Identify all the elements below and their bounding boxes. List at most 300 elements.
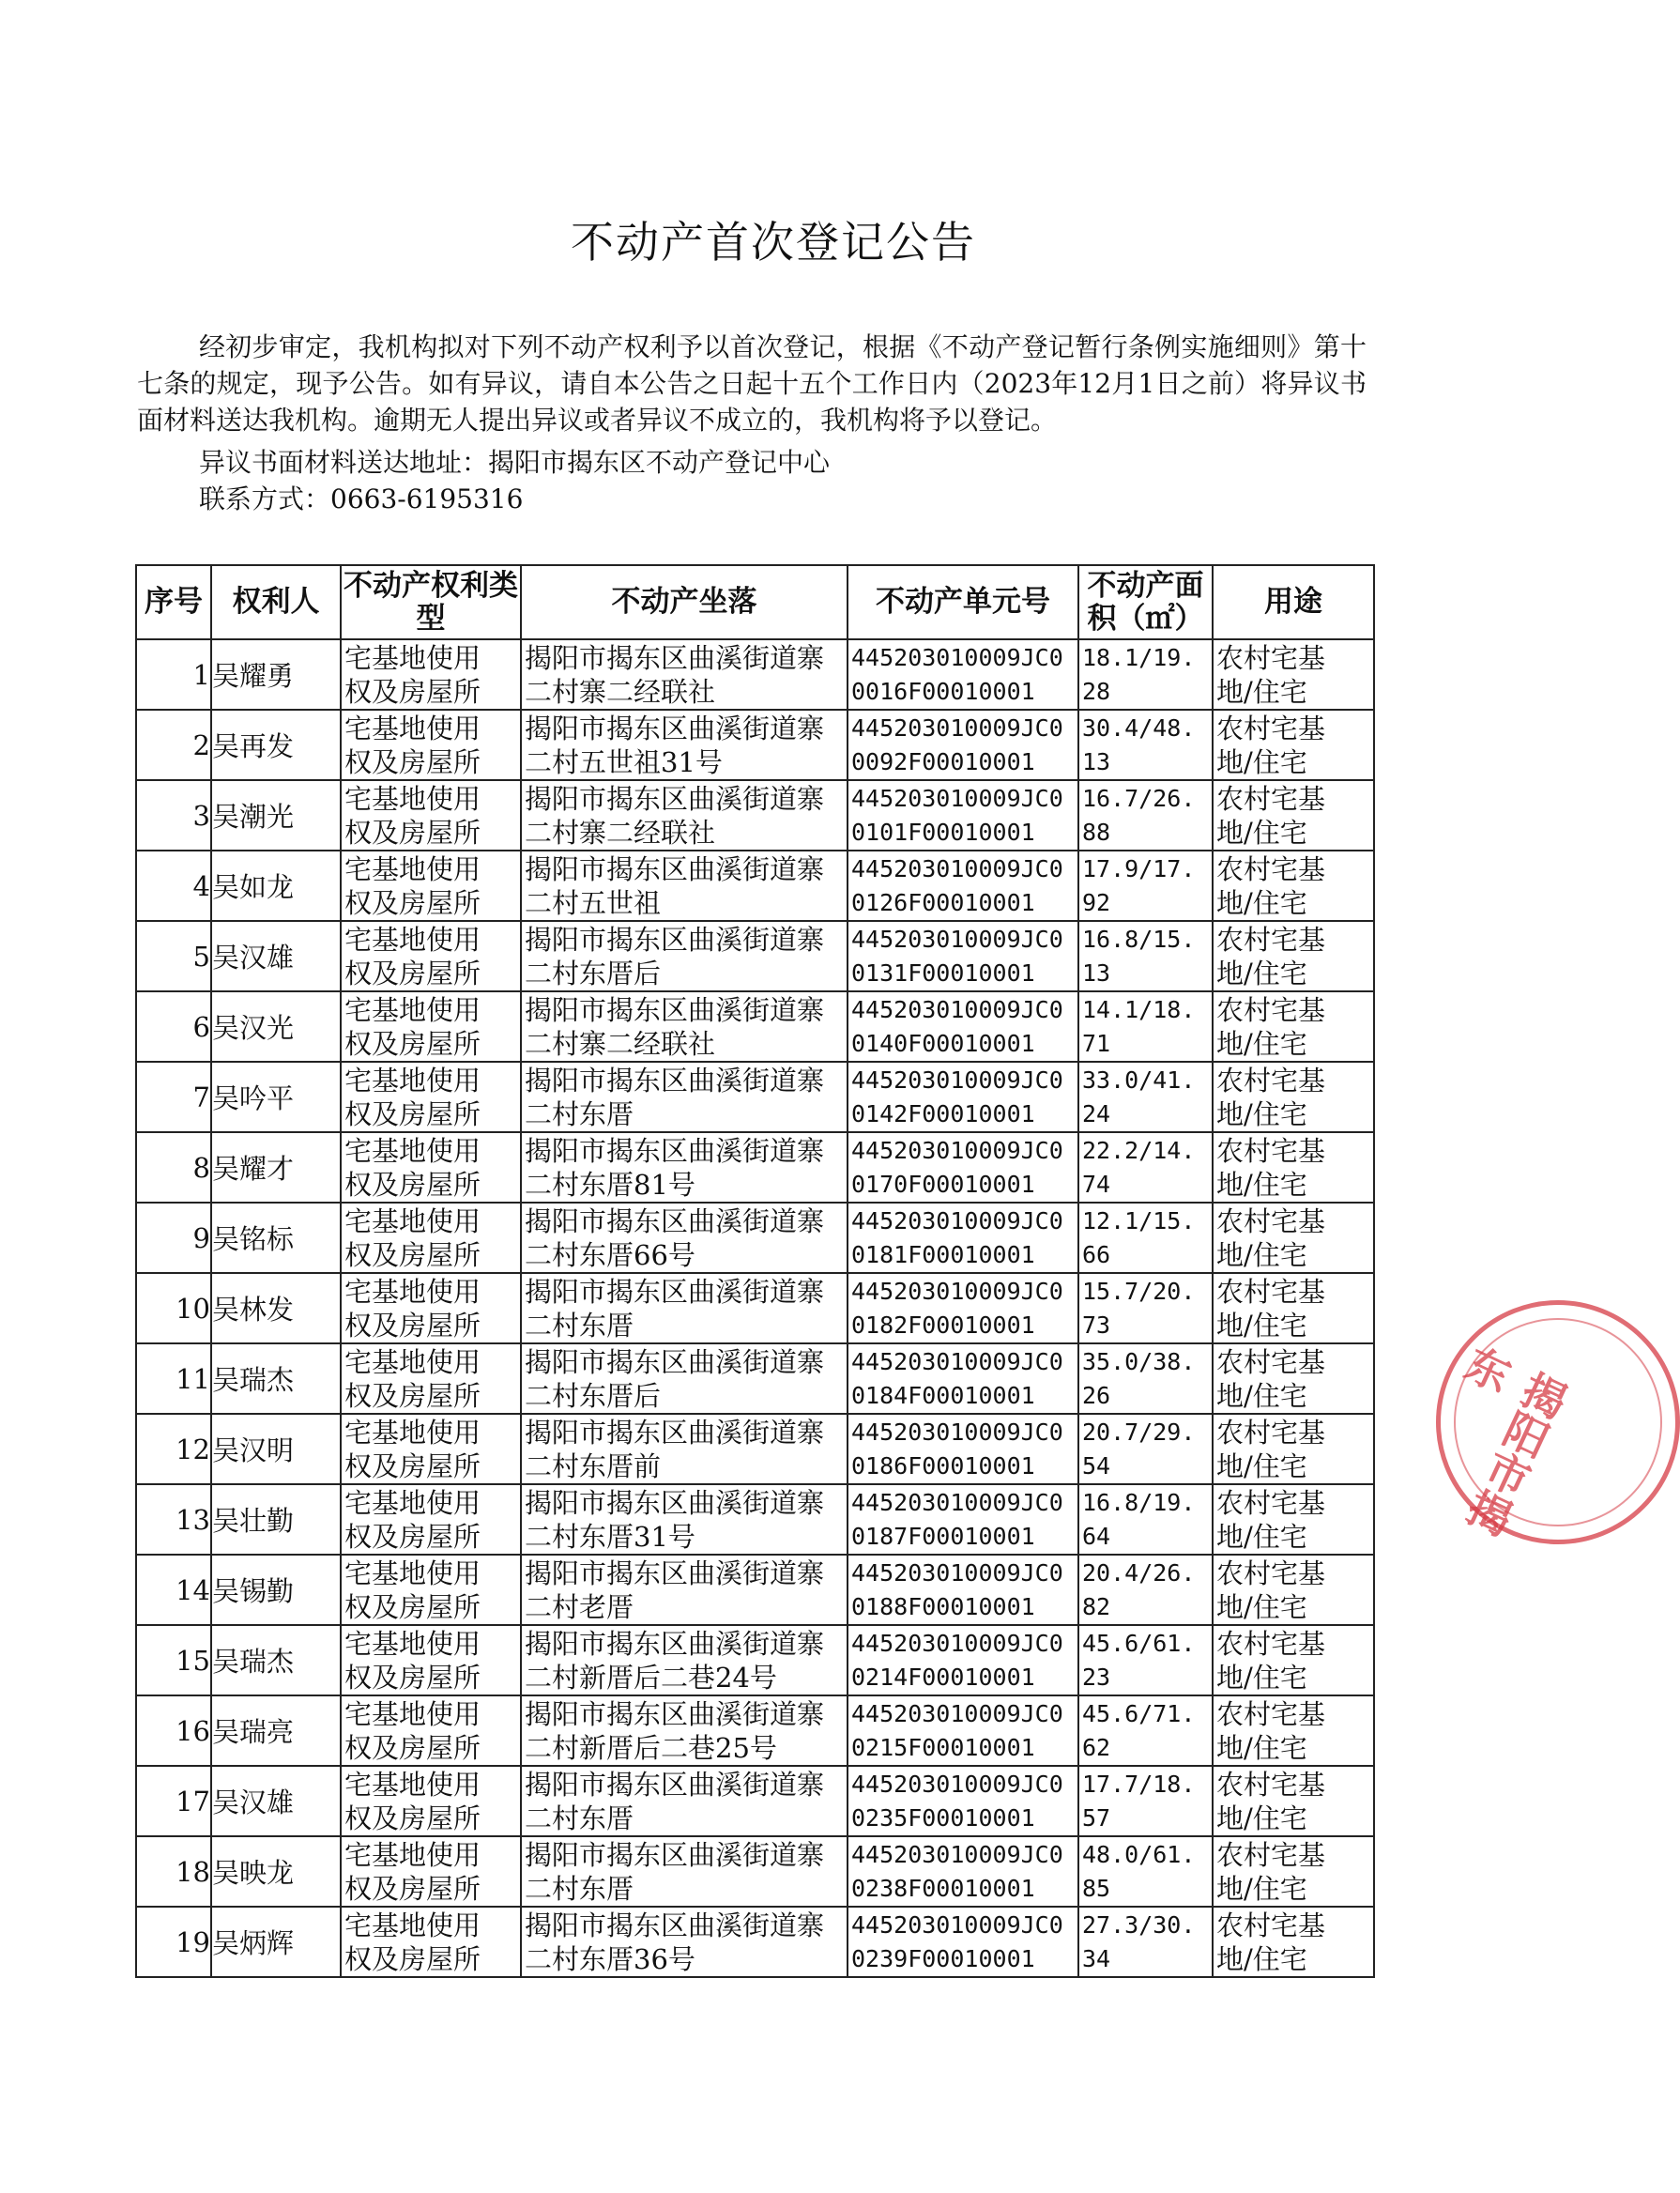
unit-number-line-2: 0170F00010001 xyxy=(851,1170,1035,1198)
table-row xyxy=(136,639,1374,710)
cell-seq xyxy=(136,1766,211,1836)
location-line-2: 二村东厝31号 xyxy=(525,1520,695,1553)
header-owner: 权利人 xyxy=(211,565,341,639)
cell-right-type xyxy=(341,1836,521,1907)
cell-owner xyxy=(211,710,341,780)
area-line-2: 28 xyxy=(1082,677,1111,705)
right-type-line-2: 权及房屋所 xyxy=(344,957,481,989)
cell-seq xyxy=(136,639,211,710)
right-type-line-1: 宅基地使用 xyxy=(344,782,481,815)
cell-unit-number xyxy=(848,1907,1078,1977)
cell-location xyxy=(521,1836,848,1907)
cell-location xyxy=(521,1414,848,1484)
cell-right-type xyxy=(341,851,521,921)
cell-unit-number xyxy=(848,1343,1078,1414)
unit-number-line-2: 0126F00010001 xyxy=(851,888,1035,916)
unit-number-line-2: 0142F00010001 xyxy=(851,1099,1035,1127)
cell-owner xyxy=(211,1836,341,1907)
right-type-line-2: 权及房屋所 xyxy=(344,1802,481,1834)
use-line-2: 地/住宅 xyxy=(1216,1802,1307,1834)
cell-owner xyxy=(211,1695,341,1766)
unit-number-line-2: 0184F00010001 xyxy=(851,1381,1035,1409)
table-row xyxy=(136,991,1374,1062)
location-line-2: 二村东厝后 xyxy=(525,957,662,989)
seq-number: 19 xyxy=(176,1925,210,1958)
cell-use xyxy=(1213,710,1374,780)
use-line-2: 地/住宅 xyxy=(1216,957,1307,989)
cell-seq xyxy=(136,1555,211,1625)
owner-name: 吴如龙 xyxy=(212,871,295,903)
seq-number: 7 xyxy=(192,1081,210,1113)
location-line-1: 揭阳市揭东区曲溪街道寨 xyxy=(525,1486,825,1519)
cell-right-type xyxy=(341,780,521,851)
seq-number: 10 xyxy=(176,1292,210,1325)
use-line-2: 地/住宅 xyxy=(1216,1872,1307,1905)
cell-use xyxy=(1213,991,1374,1062)
cell-area xyxy=(1078,1343,1213,1414)
cell-area xyxy=(1078,710,1213,780)
cell-location xyxy=(521,1695,848,1766)
owner-name: 吴瑞杰 xyxy=(212,1646,295,1678)
area-line-1: 18.1/19. xyxy=(1082,643,1196,671)
right-type-line-2: 权及房屋所 xyxy=(344,1027,481,1060)
cell-use xyxy=(1213,1907,1374,1977)
seq-number: 13 xyxy=(176,1503,210,1536)
unit-number-line-1: 445203010009JC0 xyxy=(851,854,1063,882)
location-line-2: 二村寨二经联社 xyxy=(525,1027,716,1060)
table-row xyxy=(136,851,1374,921)
unit-number-line-2: 0188F00010001 xyxy=(851,1592,1035,1620)
cell-unit-number xyxy=(848,851,1078,921)
location-line-2: 二村东厝 xyxy=(525,1802,634,1834)
area-line-1: 20.4/26. xyxy=(1082,1558,1196,1587)
cell-area xyxy=(1078,851,1213,921)
cell-unit-number xyxy=(848,710,1078,780)
cell-seq xyxy=(136,1132,211,1203)
cell-seq xyxy=(136,780,211,851)
cell-unit-number xyxy=(848,1766,1078,1836)
use-line-1: 农村宅基 xyxy=(1216,993,1326,1026)
cell-owner xyxy=(211,851,341,921)
area-line-2: 24 xyxy=(1082,1099,1111,1127)
cell-unit-number xyxy=(848,1836,1078,1907)
contact-info: 联系方式：0663-6195316 xyxy=(199,483,524,514)
right-type-line-1: 宅基地使用 xyxy=(344,1416,481,1449)
page-title: 不动产首次登记公告 xyxy=(571,217,976,268)
location-line-2: 二村东厝前 xyxy=(525,1449,662,1482)
seq-number: 17 xyxy=(176,1785,210,1817)
unit-number-line-2: 0238F00010001 xyxy=(851,1874,1035,1902)
cell-seq xyxy=(136,921,211,991)
cell-right-type xyxy=(341,1203,521,1273)
use-line-1: 农村宅基 xyxy=(1216,712,1326,744)
cell-use xyxy=(1213,1836,1374,1907)
cell-location xyxy=(521,1203,848,1273)
table-row xyxy=(136,1414,1374,1484)
cell-seq xyxy=(136,851,211,921)
right-type-line-1: 宅基地使用 xyxy=(344,1134,481,1167)
cell-owner xyxy=(211,1273,341,1343)
cell-seq xyxy=(136,1695,211,1766)
location-line-1: 揭阳市揭东区曲溪街道寨 xyxy=(525,1557,825,1589)
use-line-1: 农村宅基 xyxy=(1216,1204,1326,1237)
area-line-2: 74 xyxy=(1082,1170,1111,1198)
unit-number-line-2: 0186F00010001 xyxy=(851,1451,1035,1480)
header-use: 用途 xyxy=(1213,565,1374,639)
unit-number-line-2: 0092F00010001 xyxy=(851,747,1035,775)
cell-unit-number xyxy=(848,1484,1078,1555)
location-line-1: 揭阳市揭东区曲溪街道寨 xyxy=(525,923,825,956)
cell-unit-number xyxy=(848,1273,1078,1343)
cell-unit-number xyxy=(848,1555,1078,1625)
cell-owner xyxy=(211,780,341,851)
location-line-2: 二村东厝81号 xyxy=(525,1168,695,1201)
unit-number-line-2: 0235F00010001 xyxy=(851,1803,1035,1832)
cell-use xyxy=(1213,851,1374,921)
use-line-2: 地/住宅 xyxy=(1216,745,1307,778)
right-type-line-2: 权及房屋所 xyxy=(344,816,481,849)
area-line-2: 62 xyxy=(1082,1733,1111,1761)
cell-location xyxy=(521,1907,848,1977)
table-row xyxy=(136,1132,1374,1203)
unit-number-line-1: 445203010009JC0 xyxy=(851,1910,1063,1939)
location-line-2: 二村寨二经联社 xyxy=(525,816,716,849)
registration-table xyxy=(135,564,1375,1978)
cell-owner xyxy=(211,1484,341,1555)
location-line-1: 揭阳市揭东区曲溪街道寨 xyxy=(525,1204,825,1237)
cell-area xyxy=(1078,1484,1213,1555)
owner-name: 吴锡勤 xyxy=(212,1575,295,1607)
cell-use xyxy=(1213,1132,1374,1203)
cell-use xyxy=(1213,1695,1374,1766)
use-line-1: 农村宅基 xyxy=(1216,1486,1326,1519)
location-line-2: 二村新厝后二巷24号 xyxy=(525,1661,777,1694)
table-row xyxy=(136,1625,1374,1695)
seq-number: 11 xyxy=(176,1362,210,1395)
area-line-2: 66 xyxy=(1082,1240,1111,1268)
right-type-line-1: 宅基地使用 xyxy=(344,1486,481,1519)
use-line-1: 农村宅基 xyxy=(1216,1134,1326,1167)
header-location: 不动产坐落 xyxy=(521,565,848,639)
cell-use xyxy=(1213,1484,1374,1555)
owner-name: 吴潮光 xyxy=(212,801,295,833)
use-line-2: 地/住宅 xyxy=(1216,1731,1307,1764)
cell-location xyxy=(521,921,848,991)
location-line-1: 揭阳市揭东区曲溪街道寨 xyxy=(525,1838,825,1871)
unit-number-line-2: 0187F00010001 xyxy=(851,1522,1035,1550)
area-line-1: 20.7/29. xyxy=(1082,1418,1196,1446)
location-line-2: 二村五世祖 xyxy=(525,886,662,919)
cell-location xyxy=(521,1343,848,1414)
unit-number-line-2: 0016F00010001 xyxy=(851,677,1035,705)
cell-use xyxy=(1213,1203,1374,1273)
right-type-line-2: 权及房屋所 xyxy=(344,1520,481,1553)
location-line-2: 二村五世祖31号 xyxy=(525,745,723,778)
use-line-1: 农村宅基 xyxy=(1216,1064,1326,1096)
use-line-1: 农村宅基 xyxy=(1216,782,1326,815)
seq-number: 6 xyxy=(192,1010,210,1043)
cell-seq xyxy=(136,1836,211,1907)
cell-right-type xyxy=(341,991,521,1062)
cell-unit-number xyxy=(848,991,1078,1062)
area-line-2: 13 xyxy=(1082,958,1111,987)
use-line-2: 地/住宅 xyxy=(1216,1027,1307,1060)
right-type-line-2: 权及房屋所 xyxy=(344,1097,481,1130)
table-row xyxy=(136,710,1374,780)
right-type-line-2: 权及房屋所 xyxy=(344,1731,481,1764)
location-line-2: 二村东厝36号 xyxy=(525,1942,695,1975)
seq-number: 3 xyxy=(192,799,210,832)
area-line-1: 22.2/14. xyxy=(1082,1136,1196,1164)
location-line-2: 二村东厝 xyxy=(525,1097,634,1130)
location-line-2: 二村东厝66号 xyxy=(525,1238,695,1271)
area-line-2: 85 xyxy=(1082,1874,1111,1902)
owner-name: 吴耀勇 xyxy=(212,660,295,692)
right-type-line-1: 宅基地使用 xyxy=(344,923,481,956)
cell-area xyxy=(1078,1907,1213,1977)
right-type-line-2: 权及房屋所 xyxy=(344,1238,481,1271)
cell-right-type xyxy=(341,921,521,991)
area-line-2: 64 xyxy=(1082,1522,1111,1550)
table-row xyxy=(136,1203,1374,1273)
location-line-2: 二村新厝后二巷25号 xyxy=(525,1731,777,1764)
area-line-1: 33.0/41. xyxy=(1082,1066,1196,1094)
area-line-1: 48.0/61. xyxy=(1082,1840,1196,1868)
location-line-1: 揭阳市揭东区曲溪街道寨 xyxy=(525,641,825,674)
cell-owner xyxy=(211,639,341,710)
cell-use xyxy=(1213,1343,1374,1414)
location-line-1: 揭阳市揭东区曲溪街道寨 xyxy=(525,1909,825,1941)
right-type-line-1: 宅基地使用 xyxy=(344,1064,481,1096)
use-line-1: 农村宅基 xyxy=(1216,641,1326,674)
right-type-line-2: 权及房屋所 xyxy=(344,1379,481,1412)
area-line-1: 45.6/61. xyxy=(1082,1629,1196,1657)
location-line-1: 揭阳市揭东区曲溪街道寨 xyxy=(525,1627,825,1660)
cell-use xyxy=(1213,1062,1374,1132)
use-line-1: 农村宅基 xyxy=(1216,1697,1326,1730)
right-type-line-1: 宅基地使用 xyxy=(344,1697,481,1730)
cell-use xyxy=(1213,921,1374,991)
location-line-2: 二村东厝 xyxy=(525,1872,634,1905)
cell-area xyxy=(1078,1555,1213,1625)
location-line-1: 揭阳市揭东区曲溪街道寨 xyxy=(525,1134,825,1167)
cell-area xyxy=(1078,1766,1213,1836)
area-line-2: 82 xyxy=(1082,1592,1111,1620)
unit-number-line-2: 0214F00010001 xyxy=(851,1663,1035,1691)
seal-text: 揭阳市揭东 xyxy=(1454,1337,1575,1542)
cell-seq xyxy=(136,1907,211,1977)
cell-location xyxy=(521,1062,848,1132)
unit-number-line-1: 445203010009JC0 xyxy=(851,784,1063,812)
cell-unit-number xyxy=(848,921,1078,991)
cell-unit-number xyxy=(848,1414,1078,1484)
cell-right-type xyxy=(341,639,521,710)
unit-number-line-1: 445203010009JC0 xyxy=(851,1277,1063,1305)
location-line-1: 揭阳市揭东区曲溪街道寨 xyxy=(525,1275,825,1308)
cell-owner xyxy=(211,1203,341,1273)
area-line-2: 73 xyxy=(1082,1311,1111,1339)
unit-number-line-1: 445203010009JC0 xyxy=(851,1629,1063,1657)
cell-use xyxy=(1213,1273,1374,1343)
cell-area xyxy=(1078,780,1213,851)
cell-right-type xyxy=(341,1343,521,1414)
cell-owner xyxy=(211,1766,341,1836)
use-line-2: 地/住宅 xyxy=(1216,1590,1307,1623)
use-line-2: 地/住宅 xyxy=(1216,1238,1307,1271)
area-line-2: 71 xyxy=(1082,1029,1111,1057)
cell-use xyxy=(1213,1555,1374,1625)
owner-name: 吴瑞杰 xyxy=(212,1364,295,1396)
location-line-1: 揭阳市揭东区曲溪街道寨 xyxy=(525,1064,825,1096)
use-line-2: 地/住宅 xyxy=(1216,1168,1307,1201)
seq-number: 9 xyxy=(192,1221,210,1254)
unit-number-line-2: 0140F00010001 xyxy=(851,1029,1035,1057)
seq-number: 8 xyxy=(192,1151,210,1184)
unit-number-line-2: 0131F00010001 xyxy=(851,958,1035,987)
location-line-1: 揭阳市揭东区曲溪街道寨 xyxy=(525,782,825,815)
owner-name: 吴汉雄 xyxy=(212,942,295,974)
cell-location xyxy=(521,1555,848,1625)
area-line-2: 88 xyxy=(1082,818,1111,846)
location-line-1: 揭阳市揭东区曲溪街道寨 xyxy=(525,1697,825,1730)
cell-area xyxy=(1078,1203,1213,1273)
cell-right-type xyxy=(341,1132,521,1203)
seq-number: 1 xyxy=(192,658,210,691)
header-area: 不动产面积（㎡） xyxy=(1078,565,1213,639)
seq-number: 18 xyxy=(176,1855,210,1888)
use-line-1: 农村宅基 xyxy=(1216,1416,1326,1449)
location-line-2: 二村东厝 xyxy=(525,1309,634,1342)
right-type-line-2: 权及房屋所 xyxy=(344,1309,481,1342)
table-row xyxy=(136,1695,1374,1766)
cell-location xyxy=(521,780,848,851)
area-line-2: 92 xyxy=(1082,888,1111,916)
right-type-line-2: 权及房屋所 xyxy=(344,1942,481,1975)
cell-area xyxy=(1078,1062,1213,1132)
area-line-1: 30.4/48. xyxy=(1082,713,1196,742)
cell-area xyxy=(1078,1625,1213,1695)
area-line-1: 15.7/20. xyxy=(1082,1277,1196,1305)
owner-name: 吴映龙 xyxy=(212,1857,295,1889)
cell-unit-number xyxy=(848,1132,1078,1203)
cell-owner xyxy=(211,1414,341,1484)
right-type-line-2: 权及房屋所 xyxy=(344,1872,481,1905)
owner-name: 吴汉明 xyxy=(212,1434,295,1466)
right-type-line-1: 宅基地使用 xyxy=(344,1557,481,1589)
unit-number-line-1: 445203010009JC0 xyxy=(851,1066,1063,1094)
right-type-line-2: 权及房屋所 xyxy=(344,1590,481,1623)
owner-name: 吴耀才 xyxy=(212,1153,295,1185)
cell-location xyxy=(521,991,848,1062)
cell-seq xyxy=(136,1625,211,1695)
unit-number-line-1: 445203010009JC0 xyxy=(851,1488,1063,1516)
owner-name: 吴铭标 xyxy=(212,1223,295,1255)
location-line-2: 二村寨二经联社 xyxy=(525,675,716,708)
use-line-2: 地/住宅 xyxy=(1216,1309,1307,1342)
cell-unit-number xyxy=(848,1625,1078,1695)
cell-area xyxy=(1078,921,1213,991)
owner-name: 吴瑞亮 xyxy=(212,1716,295,1748)
cell-location xyxy=(521,851,848,921)
table-row xyxy=(136,1766,1374,1836)
unit-number-line-2: 0182F00010001 xyxy=(851,1311,1035,1339)
right-type-line-1: 宅基地使用 xyxy=(344,1275,481,1308)
area-line-1: 16.8/15. xyxy=(1082,925,1196,953)
cell-owner xyxy=(211,921,341,991)
cell-use xyxy=(1213,1414,1374,1484)
table-row xyxy=(136,780,1374,851)
unit-number-line-2: 0239F00010001 xyxy=(851,1944,1035,1972)
right-type-line-1: 宅基地使用 xyxy=(344,1838,481,1871)
area-line-2: 13 xyxy=(1082,747,1111,775)
location-line-2: 二村东厝后 xyxy=(525,1379,662,1412)
right-type-line-1: 宅基地使用 xyxy=(344,993,481,1026)
unit-number-line-1: 445203010009JC0 xyxy=(851,925,1063,953)
table-row xyxy=(136,1484,1374,1555)
cell-seq xyxy=(136,1414,211,1484)
unit-number-line-1: 445203010009JC0 xyxy=(851,1418,1063,1446)
header-seq: 序号 xyxy=(136,565,211,639)
cell-right-type xyxy=(341,1625,521,1695)
location-line-1: 揭阳市揭东区曲溪街道寨 xyxy=(525,1345,825,1378)
table-row xyxy=(136,1273,1374,1343)
right-type-line-1: 宅基地使用 xyxy=(344,641,481,674)
cell-owner xyxy=(211,1062,341,1132)
cell-right-type xyxy=(341,1555,521,1625)
cell-right-type xyxy=(341,1695,521,1766)
location-line-1: 揭阳市揭东区曲溪街道寨 xyxy=(525,852,825,885)
owner-name: 吴汉光 xyxy=(212,1012,295,1044)
table-header-row xyxy=(136,565,1374,639)
cell-location xyxy=(521,1766,848,1836)
seq-number: 16 xyxy=(176,1714,210,1747)
cell-right-type xyxy=(341,1062,521,1132)
use-line-2: 地/住宅 xyxy=(1216,1379,1307,1412)
cell-owner xyxy=(211,1625,341,1695)
cell-seq xyxy=(136,1062,211,1132)
cell-area xyxy=(1078,991,1213,1062)
use-line-1: 农村宅基 xyxy=(1216,1768,1326,1801)
cell-area xyxy=(1078,1132,1213,1203)
cell-area xyxy=(1078,1273,1213,1343)
cell-owner xyxy=(211,1907,341,1977)
owner-name: 吴吟平 xyxy=(212,1082,295,1114)
area-line-1: 35.0/38. xyxy=(1082,1347,1196,1375)
cell-right-type xyxy=(341,1273,521,1343)
use-line-1: 农村宅基 xyxy=(1216,1345,1326,1378)
area-line-1: 17.9/17. xyxy=(1082,854,1196,882)
location-line-1: 揭阳市揭东区曲溪街道寨 xyxy=(525,993,825,1026)
cell-seq xyxy=(136,1343,211,1414)
right-type-line-2: 权及房屋所 xyxy=(344,886,481,919)
unit-number-line-1: 445203010009JC0 xyxy=(851,995,1063,1023)
right-type-line-2: 权及房屋所 xyxy=(344,1168,481,1201)
cell-right-type xyxy=(341,1907,521,1977)
unit-number-line-1: 445203010009JC0 xyxy=(851,713,1063,742)
right-type-line-1: 宅基地使用 xyxy=(344,1768,481,1801)
right-type-line-1: 宅基地使用 xyxy=(344,852,481,885)
official-seal xyxy=(1436,1300,1680,1544)
area-line-2: 57 xyxy=(1082,1803,1111,1832)
cell-use xyxy=(1213,1625,1374,1695)
cell-use xyxy=(1213,780,1374,851)
table-row xyxy=(136,1062,1374,1132)
owner-name: 吴炳辉 xyxy=(212,1927,295,1959)
cell-unit-number xyxy=(848,1203,1078,1273)
cell-owner xyxy=(211,1555,341,1625)
table-row xyxy=(136,1836,1374,1907)
header-unit-number: 不动产单元号 xyxy=(848,565,1078,639)
